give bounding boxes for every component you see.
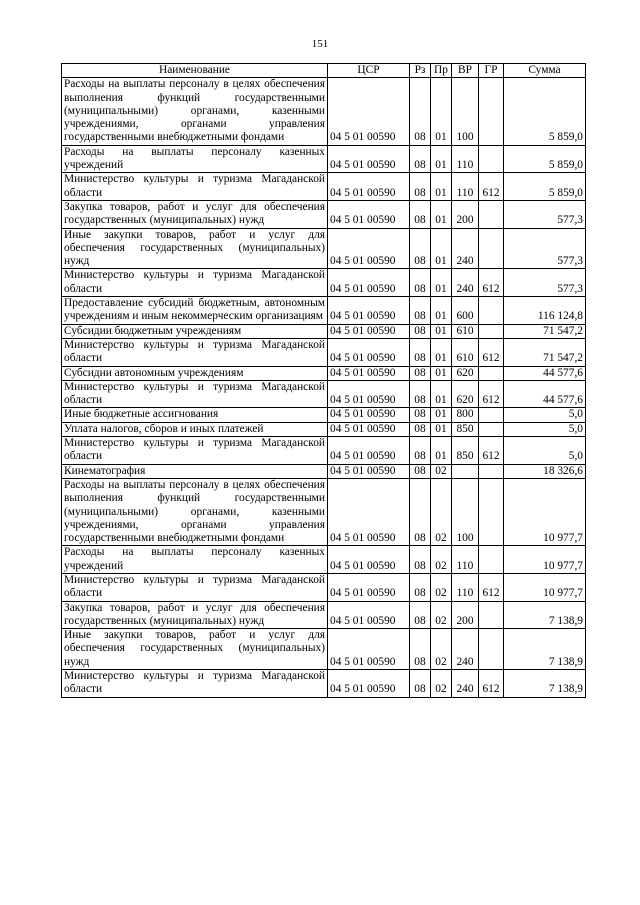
cell-vr: 800 (452, 408, 479, 422)
cell-rz: 08 (410, 78, 431, 145)
cell-csr: 04 5 01 00590 (328, 546, 410, 574)
table-row (62, 173, 586, 201)
cell-csr: 04 5 01 00590 (328, 573, 410, 601)
header-gr: ГР (479, 64, 504, 78)
cell-sum: 44 577,6 (504, 366, 586, 380)
cell-name: Уплата налогов, сборов и иных платежей (62, 422, 328, 436)
cell-name: Министерство культуры и туризма Магаданской области (62, 670, 328, 698)
cell-sum: 5,0 (504, 422, 586, 436)
table-header-row (62, 64, 586, 78)
cell-csr: 04 5 01 00590 (328, 269, 410, 297)
cell-pr: 01 (431, 408, 452, 422)
cell-csr: 04 5 01 00590 (328, 601, 410, 629)
cell-vr: 610 (452, 338, 479, 366)
cell-gr (479, 145, 504, 173)
cell-name: Министерство культуры и туризма Магаданской области (62, 269, 328, 297)
cell-name: Кинематография (62, 464, 328, 478)
cell-pr: 01 (431, 366, 452, 380)
cell-csr: 04 5 01 00590 (328, 366, 410, 380)
cell-rz: 08 (410, 629, 431, 670)
cell-name: Министерство культуры и туризма Магаданской области (62, 338, 328, 366)
cell-pr: 01 (431, 422, 452, 436)
table-row (62, 366, 586, 380)
cell-pr: 01 (431, 269, 452, 297)
cell-pr: 02 (431, 629, 452, 670)
cell-name: Расходы на выплаты персоналу в целях обеспечения выполнения функций государственными (муниципальными) органами, казенными учреждениями, органами управления государственными внебюджетными фондами (62, 78, 328, 145)
table-row (62, 297, 586, 325)
cell-pr: 02 (431, 601, 452, 629)
cell-csr: 04 5 01 00590 (328, 297, 410, 325)
table-row (62, 464, 586, 478)
cell-csr: 04 5 01 00590 (328, 145, 410, 173)
table-row (62, 408, 586, 422)
cell-gr (479, 464, 504, 478)
cell-gr (479, 408, 504, 422)
cell-sum: 10 977,7 (504, 573, 586, 601)
cell-pr: 02 (431, 478, 452, 545)
table-row (62, 200, 586, 228)
cell-name: Иные бюджетные ассигнования (62, 408, 328, 422)
cell-csr: 04 5 01 00590 (328, 173, 410, 201)
table-row (62, 338, 586, 366)
cell-vr: 240 (452, 228, 479, 269)
header-vr: ВР (452, 64, 479, 78)
cell-rz: 08 (410, 173, 431, 201)
cell-vr: 100 (452, 78, 479, 145)
cell-pr: 01 (431, 437, 452, 465)
cell-rz: 08 (410, 408, 431, 422)
cell-csr: 04 5 01 00590 (328, 78, 410, 145)
header-csr: ЦСР (328, 64, 410, 78)
cell-rz: 08 (410, 269, 431, 297)
cell-sum: 577,3 (504, 200, 586, 228)
cell-pr: 01 (431, 78, 452, 145)
cell-rz: 08 (410, 422, 431, 436)
cell-sum: 5,0 (504, 437, 586, 465)
cell-csr: 04 5 01 00590 (328, 478, 410, 545)
cell-sum: 10 977,7 (504, 546, 586, 574)
table-row (62, 380, 586, 408)
table-row (62, 269, 586, 297)
cell-sum: 577,3 (504, 269, 586, 297)
table-row (62, 228, 586, 269)
cell-sum: 7 138,9 (504, 629, 586, 670)
cell-gr: 612 (479, 269, 504, 297)
cell-name: Субсидии автономным учреждениям (62, 366, 328, 380)
cell-name: Министерство культуры и туризма Магаданской области (62, 173, 328, 201)
table-row (62, 629, 586, 670)
cell-vr: 240 (452, 670, 479, 698)
cell-gr: 612 (479, 573, 504, 601)
cell-gr (479, 297, 504, 325)
cell-gr (479, 422, 504, 436)
cell-rz: 08 (410, 200, 431, 228)
cell-csr: 04 5 01 00590 (328, 228, 410, 269)
cell-rz: 08 (410, 145, 431, 173)
cell-gr (479, 200, 504, 228)
cell-name: Расходы на выплаты персоналу казенных учреждений (62, 546, 328, 574)
cell-pr: 01 (431, 380, 452, 408)
cell-name: Субсидии бюджетным учреждениям (62, 324, 328, 338)
cell-sum: 5 859,0 (504, 173, 586, 201)
cell-pr: 01 (431, 200, 452, 228)
cell-vr: 240 (452, 269, 479, 297)
cell-rz: 08 (410, 478, 431, 545)
cell-csr: 04 5 01 00590 (328, 437, 410, 465)
cell-sum: 577,3 (504, 228, 586, 269)
cell-name: Закупка товаров, работ и услуг для обеспечения государственных (муниципальных) нужд (62, 200, 328, 228)
cell-gr (479, 366, 504, 380)
header-sum: Сумма (504, 64, 586, 78)
cell-name: Министерство культуры и туризма Магаданской области (62, 437, 328, 465)
cell-vr: 110 (452, 546, 479, 574)
cell-rz: 08 (410, 366, 431, 380)
cell-sum: 5 859,0 (504, 78, 586, 145)
cell-sum: 18 326,6 (504, 464, 586, 478)
cell-gr (479, 601, 504, 629)
cell-csr: 04 5 01 00590 (328, 422, 410, 436)
cell-vr: 110 (452, 573, 479, 601)
cell-gr: 612 (479, 437, 504, 465)
cell-name: Расходы на выплаты персоналу казенных учреждений (62, 145, 328, 173)
table-row (62, 546, 586, 574)
cell-sum: 7 138,9 (504, 670, 586, 698)
cell-vr: 850 (452, 422, 479, 436)
cell-sum: 71 547,2 (504, 324, 586, 338)
cell-pr: 01 (431, 173, 452, 201)
cell-vr: 600 (452, 297, 479, 325)
table-row (62, 601, 586, 629)
cell-gr: 612 (479, 670, 504, 698)
cell-name: Расходы на выплаты персоналу в целях обеспечения выполнения функций государственными (муниципальными) органами, казенными учреждениями, органами управления государственными внебюджетными фондами (62, 478, 328, 545)
page-number: 151 (311, 38, 329, 50)
cell-rz: 08 (410, 228, 431, 269)
cell-rz: 08 (410, 601, 431, 629)
cell-pr: 01 (431, 145, 452, 173)
cell-gr: 612 (479, 380, 504, 408)
cell-vr: 100 (452, 478, 479, 545)
cell-csr: 04 5 01 00590 (328, 408, 410, 422)
cell-pr: 01 (431, 338, 452, 366)
cell-sum: 10 977,7 (504, 478, 586, 545)
table-row (62, 145, 586, 173)
header-rz: Рз (410, 64, 431, 78)
cell-rz: 08 (410, 464, 431, 478)
cell-name: Иные закупки товаров, работ и услуг для обеспечения государственных (муниципальных) нужд (62, 228, 328, 269)
table-row (62, 670, 586, 698)
table-row (62, 422, 586, 436)
cell-csr: 04 5 01 00590 (328, 464, 410, 478)
cell-vr (452, 464, 479, 478)
cell-gr (479, 629, 504, 670)
budget-table (61, 63, 586, 698)
cell-vr: 620 (452, 366, 479, 380)
cell-csr: 04 5 01 00590 (328, 380, 410, 408)
cell-csr: 04 5 01 00590 (328, 200, 410, 228)
cell-name: Закупка товаров, работ и услуг для обеспечения государственных (муниципальных) нужд (62, 601, 328, 629)
cell-vr: 850 (452, 437, 479, 465)
cell-rz: 08 (410, 380, 431, 408)
cell-gr (479, 478, 504, 545)
cell-gr (479, 546, 504, 574)
cell-gr (479, 228, 504, 269)
table-row (62, 437, 586, 465)
cell-pr: 01 (431, 297, 452, 325)
cell-name: Предоставление субсидий бюджетным, автономным учреждениям и иным некоммерческим организациям (62, 297, 328, 325)
cell-gr: 612 (479, 338, 504, 366)
table-body (62, 78, 586, 697)
header-name: Наименование (62, 64, 328, 78)
cell-vr: 200 (452, 200, 479, 228)
cell-pr: 02 (431, 546, 452, 574)
cell-gr: 612 (479, 173, 504, 201)
cell-sum: 7 138,9 (504, 601, 586, 629)
cell-csr: 04 5 01 00590 (328, 338, 410, 366)
cell-rz: 08 (410, 338, 431, 366)
cell-sum: 5,0 (504, 408, 586, 422)
cell-csr: 04 5 01 00590 (328, 670, 410, 698)
cell-rz: 08 (410, 297, 431, 325)
cell-sum: 44 577,6 (504, 380, 586, 408)
table-row (62, 573, 586, 601)
cell-vr: 610 (452, 324, 479, 338)
cell-sum: 116 124,8 (504, 297, 586, 325)
cell-pr: 02 (431, 464, 452, 478)
header-pr: Пр (431, 64, 452, 78)
cell-rz: 08 (410, 670, 431, 698)
cell-pr: 01 (431, 324, 452, 338)
cell-sum: 5 859,0 (504, 145, 586, 173)
cell-gr (479, 324, 504, 338)
cell-vr: 240 (452, 629, 479, 670)
cell-name: Иные закупки товаров, работ и услуг для обеспечения государственных (муниципальных) нужд (62, 629, 328, 670)
cell-name: Министерство культуры и туризма Магаданской области (62, 380, 328, 408)
cell-rz: 08 (410, 573, 431, 601)
cell-vr: 110 (452, 173, 479, 201)
cell-csr: 04 5 01 00590 (328, 324, 410, 338)
cell-pr: 02 (431, 670, 452, 698)
cell-csr: 04 5 01 00590 (328, 629, 410, 670)
table-row (62, 478, 586, 545)
cell-sum: 71 547,2 (504, 338, 586, 366)
cell-pr: 01 (431, 228, 452, 269)
cell-rz: 08 (410, 546, 431, 574)
table-row (62, 78, 586, 145)
cell-rz: 08 (410, 437, 431, 465)
table-row (62, 324, 586, 338)
cell-name: Министерство культуры и туризма Магаданской области (62, 573, 328, 601)
cell-rz: 08 (410, 324, 431, 338)
cell-vr: 620 (452, 380, 479, 408)
cell-vr: 200 (452, 601, 479, 629)
cell-gr (479, 78, 504, 145)
cell-vr: 110 (452, 145, 479, 173)
cell-pr: 02 (431, 573, 452, 601)
